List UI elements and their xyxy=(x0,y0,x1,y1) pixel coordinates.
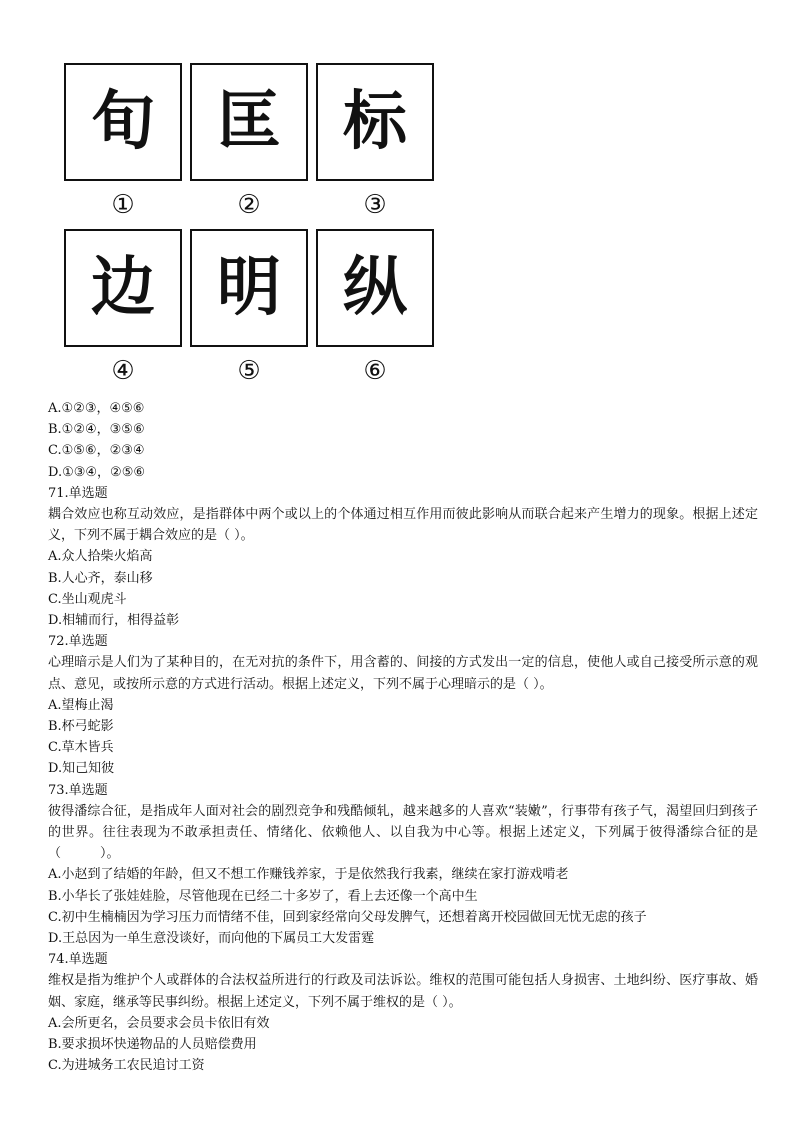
q70-option-a: A.①②③，④⑤⑥ xyxy=(48,401,145,416)
option-c: C.坐山观虎斗 xyxy=(48,591,127,607)
option-c: C.为进城务工农民追讨工资 xyxy=(48,1058,205,1074)
question-content xyxy=(48,398,758,1077)
option-d: D.相辅而行，相得益彰 xyxy=(48,613,180,629)
question-stem: 心理暗示是人们为了某种目的，在无对抗的条件下，用含蓄的、间接的方式发出一定的信息，使他人或自己接受所示意的观点、意见，或按所示意的方式进行活动。根据上述定义，下列不属于心理暗示的是（ ）。 xyxy=(48,655,758,692)
option-a: A.会所更名，会员要求会员卡依旧有效 xyxy=(48,1015,270,1031)
option-b: B.小华长了张娃娃脸，尽管他现在已经二十多岁了，看上去还像一个高中生 xyxy=(48,888,478,904)
option-d: D.王总因为一单生意没谈好，而向他的下属员工大发雷霆 xyxy=(48,931,375,947)
figure-number: ④ xyxy=(111,356,135,386)
option-a: A.众人拾柴火焰高 xyxy=(48,549,153,565)
question-stem: 耦合效应也称互动效应，是指群体中两个或以上的个体通过相互作用而彼此影响从而联合起来产生增力的现象。根据上述定义，下列不属于耦合效应的是（ ）。 xyxy=(48,507,758,544)
figure-char-box: 明 xyxy=(190,229,308,347)
option-c: C.初中生楠楠因为学习压力而情绪不佳，回到家经常向父母发脾气，还想着离开校园做回无忧无虑的孩子 xyxy=(48,909,647,925)
figure-1 xyxy=(64,63,182,229)
option-a: A.小赵到了结婚的年龄，但又不想工作赚钱养家，于是依然我行我素，继续在家打游戏啃老 xyxy=(48,867,569,883)
figure-2 xyxy=(190,63,308,229)
figure-5 xyxy=(190,229,308,395)
option-b: B.杯弓蛇影 xyxy=(48,719,114,735)
option-d: D.知己知彼 xyxy=(48,761,115,777)
figure-6 xyxy=(316,229,434,395)
figure-number: ① xyxy=(111,190,135,220)
figure-char-box: 旬 xyxy=(64,63,182,181)
option-c: C.草木皆兵 xyxy=(48,740,114,756)
figure-number: ⑤ xyxy=(237,356,261,386)
question-header: 74.单选题 xyxy=(48,952,108,968)
figure-number: ⑥ xyxy=(363,356,387,386)
q70-option-c: C.①⑤⑥，②③④ xyxy=(48,443,145,459)
figure-char-box: 边 xyxy=(64,229,182,347)
figure-char-box: 匡 xyxy=(190,63,308,181)
question-stem: 彼得潘综合征，是指成年人面对社会的剧烈竞争和残酷倾轧，越来越多的人喜欢“装嫩”，行事带有孩子气，渴望回归到孩子的世界。往往表现为不敢承担责任、情绪化、依赖他人、以自我为中心等。根据上述定义，下列属于彼得潘综合征的是（ ）。 xyxy=(48,803,758,862)
option-a: A.望梅止渴 xyxy=(48,697,114,713)
question-header: 72.单选题 xyxy=(48,634,108,650)
figure-number: ③ xyxy=(363,190,387,220)
q70-option-d: D.①③④，②⑤⑥ xyxy=(48,464,146,480)
figure-grid xyxy=(64,63,434,395)
option-b: B.人心齐，泰山移 xyxy=(48,570,153,586)
question-header: 71.单选题 xyxy=(48,485,108,501)
figure-4 xyxy=(64,229,182,395)
figure-char-box: 纵 xyxy=(316,229,434,347)
figure-number: ② xyxy=(237,190,261,220)
figure-3 xyxy=(316,63,434,229)
question-header: 73.单选题 xyxy=(48,782,108,798)
option-b: B.要求损坏快递物品的人员赔偿费用 xyxy=(48,1037,257,1053)
question-stem: 维权是指为维护个人或群体的合法权益所进行的行政及司法诉讼。维权的范围可能包括人身损害、土地纠纷、医疗事故、婚姻、家庭，继承等民事纠纷。根据上述定义，下列不属于维权的是（ ）。 xyxy=(48,973,758,1010)
q70-option-b: B.①②④，③⑤⑥ xyxy=(48,422,145,438)
figure-char-box: 标 xyxy=(316,63,434,181)
